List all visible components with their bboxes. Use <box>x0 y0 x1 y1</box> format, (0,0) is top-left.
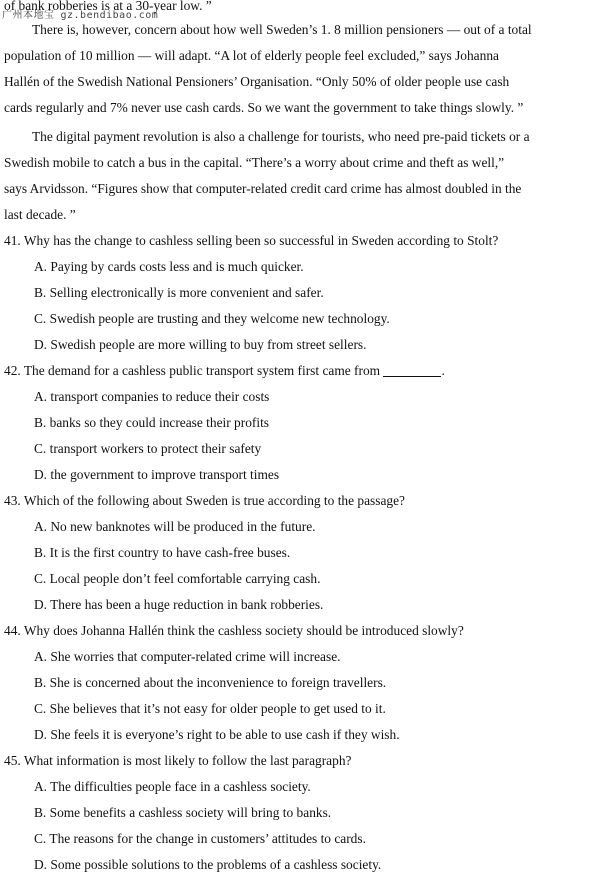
passage-line: of bank robberies is at a 30-year low. ” <box>4 0 212 13</box>
option-45-c: C. The reasons for the change in customers’ attitudes to cards. <box>34 831 366 846</box>
question-stem-45: 45. What information is most likely to follow the last paragraph? <box>4 753 352 768</box>
watermark-site-name: 广州本地宝 <box>2 10 55 21</box>
passage-line: There is, however, concern about how well Sweden’s 1. 8 million pensioners — out of a total <box>32 22 532 37</box>
option-45-b: B. Some benefits a cashless society will bring to banks. <box>34 805 332 820</box>
question-stem-42 <box>4 362 600 380</box>
passage-line: cards regularly and 7% never use cash cards. So we want the government to take things slowly. ” <box>4 100 524 115</box>
option-42-a: A. transport companies to reduce their costs <box>34 389 270 404</box>
option-44-a: A. She worries that computer-related crime will increase. <box>34 649 341 664</box>
option-41-c: C. Swedish people are trusting and they welcome new technology. <box>34 311 390 326</box>
option-44-b: B. She is concerned about the inconvenience to foreign travellers. <box>34 675 387 690</box>
option-45-d: D. Some possible solutions to the problems of a cashless society. <box>34 857 382 872</box>
passage-line: population of 10 million — will adapt. “A lot of elderly people feel excluded,” says Johanna <box>4 48 499 63</box>
option-42-c: C. transport workers to protect their safety <box>34 441 262 456</box>
passage-line: says Arvidsson. “Figures show that computer-related credit card crime has almost doubled in the <box>4 181 522 196</box>
option-41-a: A. Paying by cards costs less and is much quicker. <box>34 259 304 274</box>
option-44-d: D. She feels it is everyone’s right to be able to use cash if they wish. <box>34 727 400 742</box>
question-stem-42-end: . <box>441 363 445 378</box>
question-stem-44: 44. Why does Johanna Hallén think the cashless society should be introduced slowly? <box>4 623 464 638</box>
option-41-d: D. Swedish people are more willing to buy from street sellers. <box>34 337 367 352</box>
passage-line: Hallén of the Swedish National Pensioners’ Organisation. “Only 50% of older people use cash <box>4 74 510 89</box>
option-42-d: D. the government to improve transport times <box>34 467 280 482</box>
option-43-b: B. It is the first country to have cash-free buses. <box>34 545 291 560</box>
question-stem-41: 41. Why has the change to cashless selling been so successful in Sweden according to Stolt? <box>4 233 499 248</box>
question-stem-43: 43. Which of the following about Sweden is true according to the passage? <box>4 493 405 508</box>
watermark-url: gz.bendibao.com <box>60 10 159 21</box>
option-44-c: C. She believes that it’s not easy for older people to get used to it. <box>34 701 386 716</box>
option-41-b: B. Selling electronically is more convenient and safer. <box>34 285 324 300</box>
option-43-c: C. Local people don’t feel comfortable carrying cash. <box>34 571 321 586</box>
passage-line: last decade. ” <box>4 207 76 222</box>
option-42-b: B. banks so they could increase their profits <box>34 415 270 430</box>
question-stem-42-text: 42. The demand for a cashless public transport system first came from <box>4 363 381 378</box>
answer-blank <box>383 364 441 377</box>
passage-line: The digital payment revolution is also a challenge for tourists, who need pre-paid tickets or a <box>32 129 530 144</box>
option-43-d: D. There has been a huge reduction in bank robberies. <box>34 597 324 612</box>
option-43-a: A. No new banknotes will be produced in the future. <box>34 519 316 534</box>
option-45-a: A. The difficulties people face in a cashless society. <box>34 779 311 794</box>
passage-line: Swedish mobile to catch a bus in the capital. “There’s a worry about crime and theft as well,” <box>4 155 505 170</box>
